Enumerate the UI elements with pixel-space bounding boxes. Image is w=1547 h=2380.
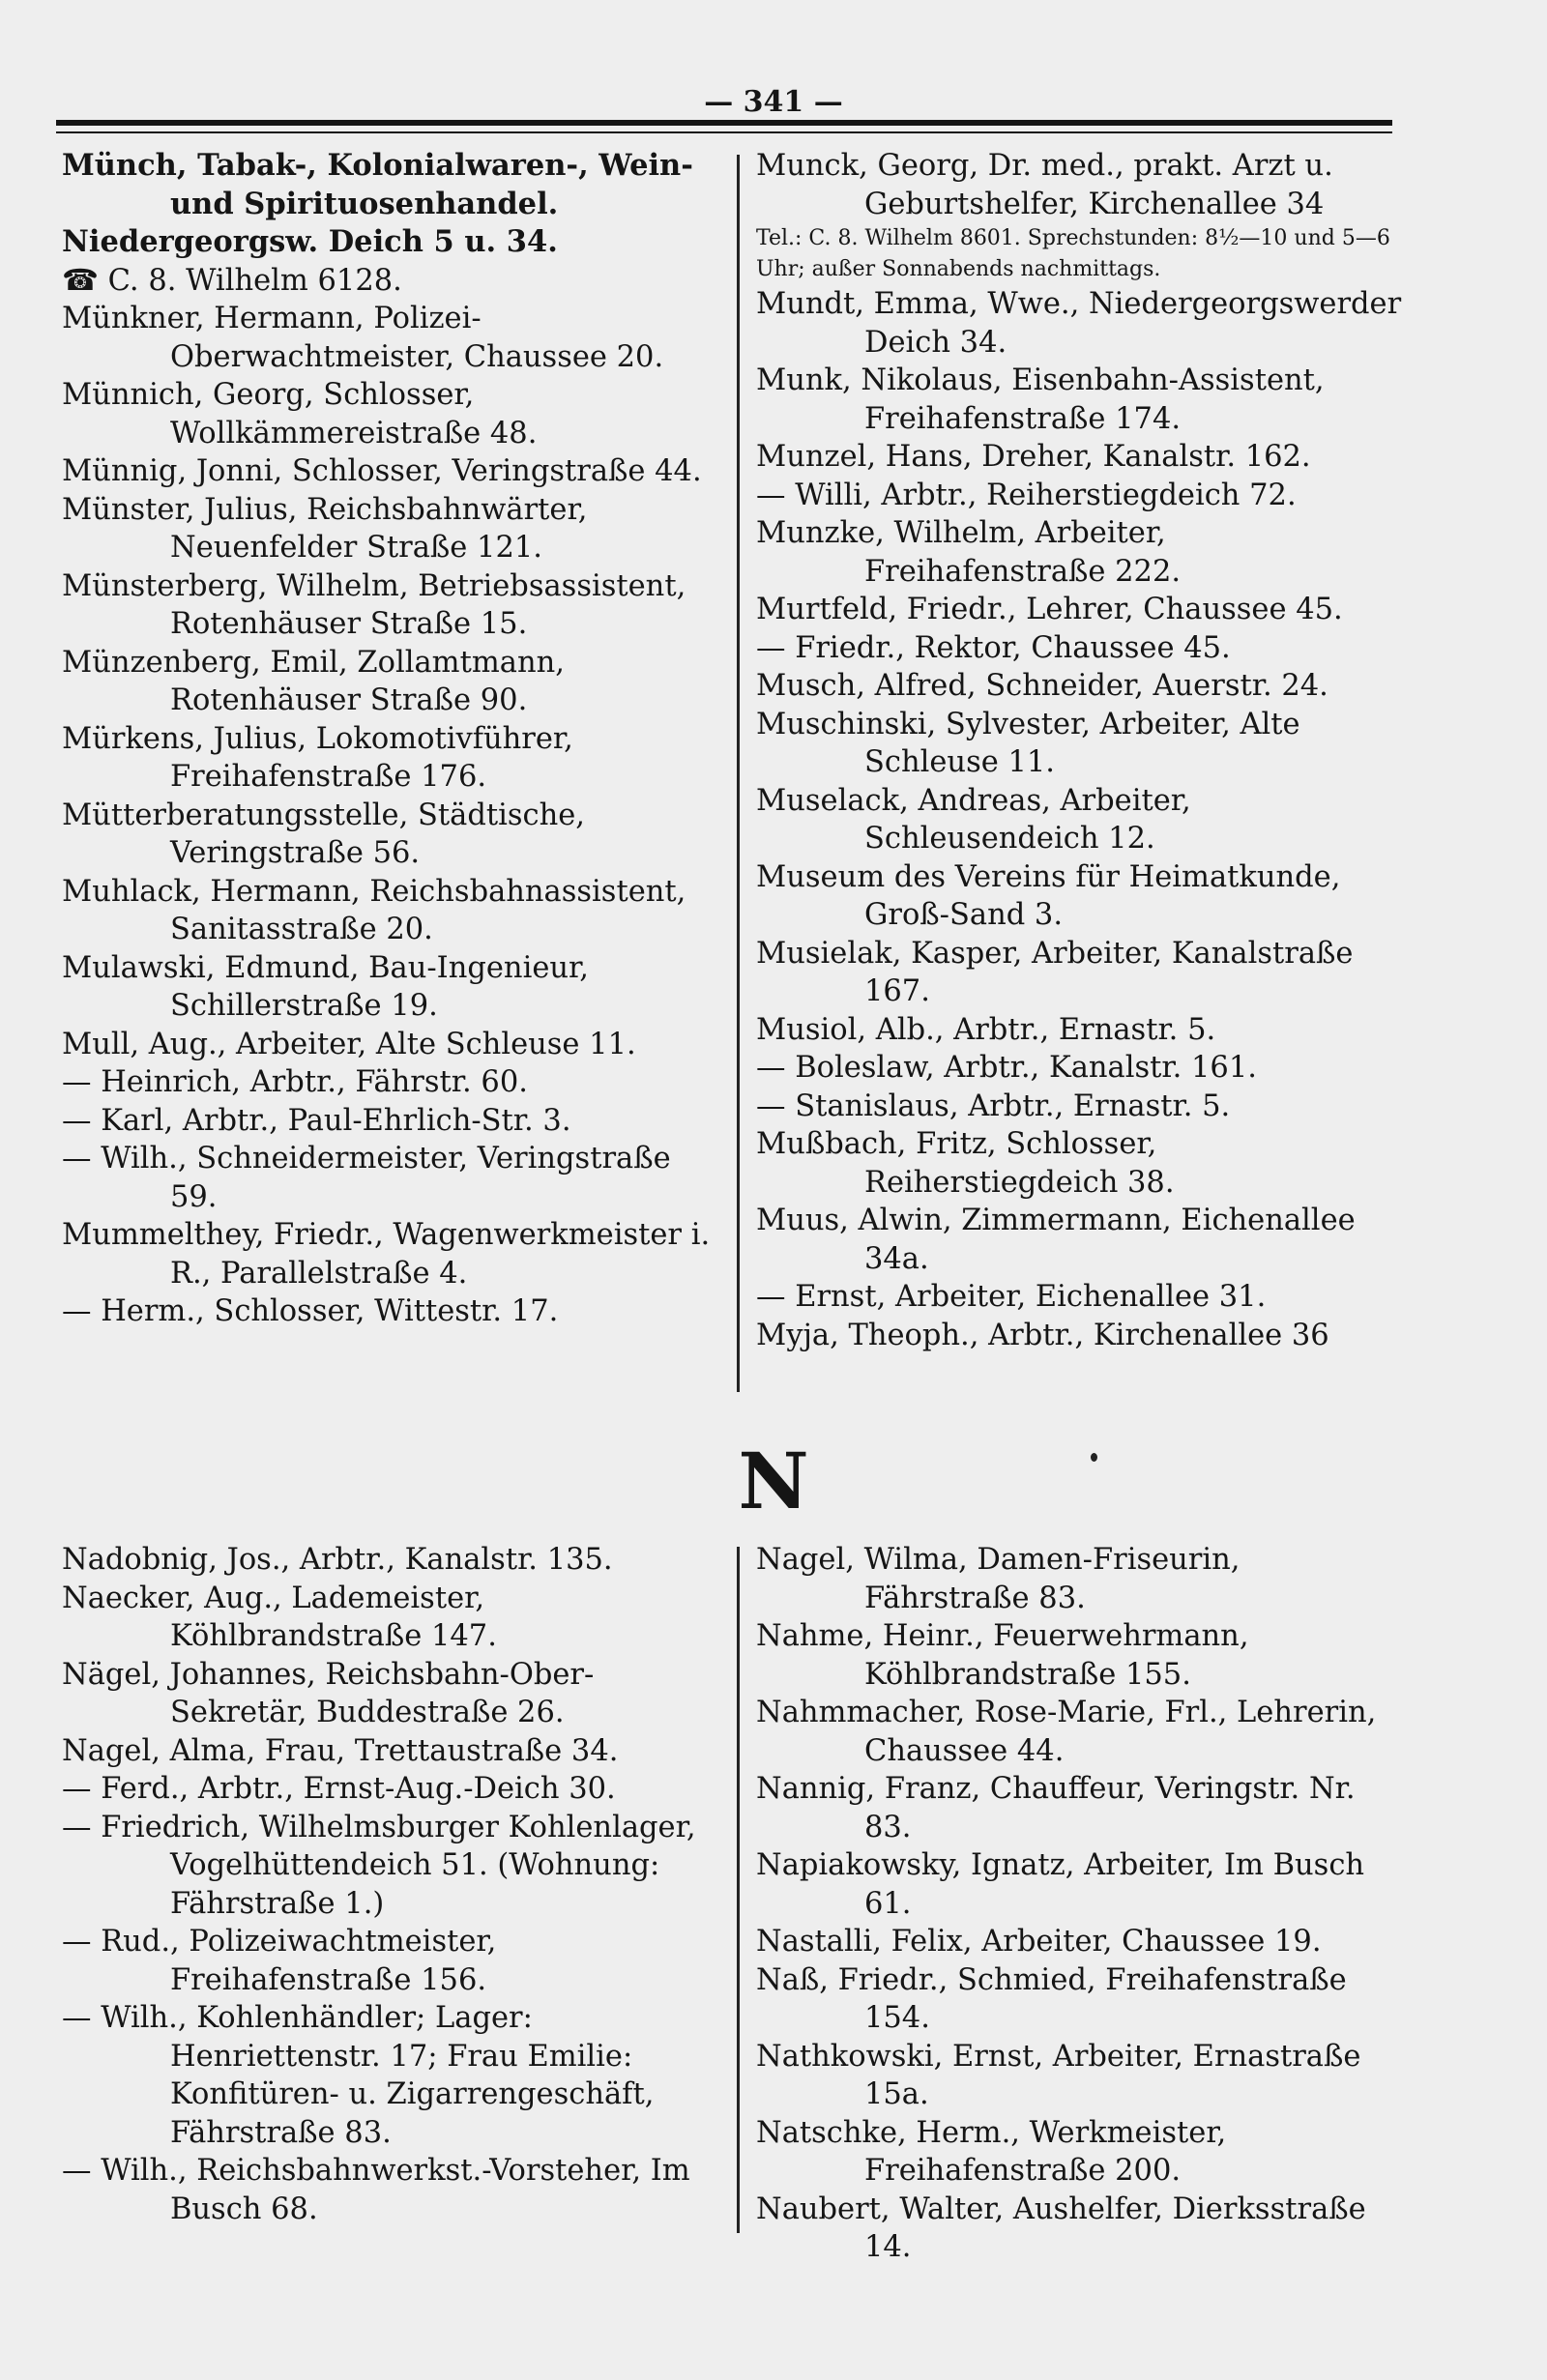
directory-entry: Mull, Aug., Arbeiter, Alte Schleuse 11. bbox=[62, 1027, 636, 1061]
directory-entry: Niedergeorgsw. Deich 5 u. 34. bbox=[62, 224, 558, 259]
directory-entry: — Wilh., Schneidermeister, Veringstraße 59. bbox=[62, 1142, 671, 1214]
directory-entry: Murtfeld, Friedr., Lehrer, Chaussee 45. bbox=[756, 593, 1343, 626]
directory-entry: — Friedrich, Wilhelmsburger Kohlenlager, Vogelhüttendeich 51. (Wohnung: Fährstraße 1.) bbox=[62, 1810, 696, 1921]
directory-entry: Nastalli, Felix, Arbeiter, Chaussee 19. bbox=[756, 1925, 1322, 1959]
directory-entry: Nadobnig, Jos., Arbtr., Kanalstr. 135. bbox=[62, 1543, 613, 1577]
directory-entry: Münkner, Hermann, Polizei-Oberwachtmeister, Chaussee 20. bbox=[62, 302, 664, 374]
directory-entry: Musielak, Kasper, Arbeiter, Kanalstraße 167. bbox=[756, 936, 1354, 1008]
header-rule-thick bbox=[56, 120, 1392, 126]
directory-entry: Münnich, Georg, Schlosser, Wollkämmereistraße 48. bbox=[62, 378, 538, 450]
page-number: — 341 — bbox=[704, 85, 843, 119]
column-divider-bottom bbox=[737, 1547, 740, 2233]
directory-entry: — Wilh., Reichsbahnwerkst.-Vorsteher, Im Busch 68. bbox=[62, 2154, 690, 2226]
directory-entry: Muus, Alwin, Zimmermann, Eichenallee 34a. bbox=[756, 1204, 1356, 1276]
directory-entry: Muselack, Andreas, Arbeiter, Schleusendeich 12. bbox=[756, 783, 1191, 856]
directory-entry: Mürkens, Julius, Lokomotivführer, Freihafenstraße 176. bbox=[62, 721, 573, 794]
directory-entry: Münster, Julius, Reichsbahnwärter, Neuenfelder Straße 121. bbox=[62, 492, 588, 565]
directory-entry: Munk, Nikolaus, Eisenbahn-Assistent, Freihafenstraße 174. bbox=[756, 363, 1325, 436]
directory-entry: Münzenberg, Emil, Zollamtmann, Rotenhäuser Straße 90. bbox=[62, 645, 565, 717]
directory-entry: Nagel, Wilma, Damen-Friseurin, Fährstraße 83. bbox=[756, 1543, 1241, 1615]
directory-entry: — Stanislaus, Arbtr., Ernastr. 5. bbox=[756, 1088, 1231, 1123]
section-letter: N bbox=[738, 1436, 809, 1526]
directory-entry: — Heinrich, Arbtr., Fährstr. 60. bbox=[62, 1065, 528, 1099]
directory-entry: Natschke, Herm., Werkmeister, Freihafenstraße 200. bbox=[756, 2115, 1227, 2188]
directory-entry: Musiol, Alb., Arbtr., Ernastr. 5. bbox=[756, 1012, 1216, 1047]
directory-entry: — Friedr., Rektor, Chaussee 45. bbox=[756, 630, 1231, 665]
directory-entry: — Ferd., Arbtr., Ernst-Aug.-Deich 30. bbox=[62, 1772, 616, 1806]
directory-entry: Muhlack, Hermann, Reichsbahnassistent, Sanitasstraße 20. bbox=[62, 874, 686, 946]
column-bottom-right bbox=[756, 1541, 1402, 2267]
directory-entry: Myja, Theoph., Arbtr., Kirchenallee 36 bbox=[756, 1318, 1329, 1352]
directory-entry: — Boleslaw, Arbtr., Kanalstr. 161. bbox=[756, 1051, 1257, 1085]
directory-entry: Mütterberatungsstelle, Städtische, Veringstraße 56. bbox=[62, 798, 585, 870]
directory-entry: Münch, Tabak-, Kolonialwaren-, Wein- und Spirituosenhandel. bbox=[62, 148, 693, 221]
header-rule-thin bbox=[56, 131, 1392, 133]
directory-entry: Mußbach, Fritz, Schlosser, Reiherstiegdeich 38. bbox=[756, 1127, 1175, 1200]
directory-entry: Munck, Georg, Dr. med., prakt. Arzt u. Geburtshelfer, Kirchenallee 34 bbox=[756, 149, 1333, 221]
directory-entry: Nahmmacher, Rose-Marie, Frl., Lehrerin, Chaussee 44. bbox=[756, 1696, 1377, 1768]
directory-entry: — Herm., Schlosser, Wittestr. 17. bbox=[62, 1294, 559, 1328]
directory-entry: — Ernst, Arbeiter, Eichenallee 31. bbox=[756, 1280, 1267, 1314]
directory-entry: Napiakowsky, Ignatz, Arbeiter, Im Busch 61. bbox=[756, 1848, 1365, 1921]
column-top-left bbox=[62, 147, 724, 1331]
directory-entry: Naubert, Walter, Aushelfer, Dierksstraße 14. bbox=[756, 2191, 1366, 2264]
directory-entry: Nägel, Johannes, Reichsbahn-Ober-Sekretär, Buddestraße 26. bbox=[62, 1657, 595, 1729]
directory-entry: Nathkowski, Ernst, Arbeiter, Ernastraße 15a. bbox=[756, 2039, 1361, 2111]
stray-dot bbox=[1091, 1453, 1097, 1462]
directory-entry: Mulawski, Edmund, Bau-Ingenieur, Schillerstraße 19. bbox=[62, 950, 589, 1023]
directory-entry: ☎ C. 8. Wilhelm 6128. bbox=[62, 263, 402, 298]
directory-entry: Münnig, Jonni, Schlosser, Veringstraße 44. bbox=[62, 454, 702, 488]
directory-entry: Mundt, Emma, Wwe., Niedergeorgswerder Deich 34. bbox=[756, 287, 1402, 360]
directory-entry: Nannig, Franz, Chauffeur, Veringstr. Nr. 83. bbox=[756, 1772, 1356, 1844]
directory-entry: Naß, Friedr., Schmied, Freihafenstraße 154. bbox=[756, 1962, 1347, 2035]
directory-entry: Mummelthey, Friedr., Wagenwerkmeister i. R., Parallelstraße 4. bbox=[62, 1218, 711, 1291]
directory-entry: — Rud., Polizeiwachtmeister, Freihafenstraße 156. bbox=[62, 1925, 497, 1997]
directory-entry: — Wilh., Kohlenhändler; Lager: Henriettenstr. 17; Frau Emilie: Konfitüren- u. Zigarrengeschäft, Fährstraße 83. bbox=[62, 2001, 655, 2150]
directory-entry: Naecker, Aug., Lademeister, Köhlbrandstraße 147. bbox=[62, 1581, 497, 1653]
directory-entry: Münsterberg, Wilhelm, Betriebsassistent, Rotenhäuser Straße 15. bbox=[62, 568, 686, 641]
directory-entry: — Karl, Arbtr., Paul-Ehrlich-Str. 3. bbox=[62, 1103, 571, 1138]
directory-entry: Nagel, Alma, Frau, Trettaustraße 34. bbox=[62, 1733, 619, 1768]
directory-entry: Museum des Vereins für Heimatkunde, Groß-Sand 3. bbox=[756, 859, 1341, 932]
entry-note: Tel.: C. 8. Wilhelm 8601. Sprechstunden: 8½—10 und 5—6 Uhr; außer Sonnabends nachmittags. bbox=[756, 226, 1390, 281]
directory-entry: Munzel, Hans, Dreher, Kanalstr. 162. bbox=[756, 440, 1311, 474]
directory-entry: Muschinski, Sylvester, Arbeiter, Alte Schleuse 11. bbox=[756, 707, 1300, 779]
directory-entry: Munzke, Wilhelm, Arbeiter, Freihafenstraße 222. bbox=[756, 516, 1182, 589]
column-top-right bbox=[756, 147, 1402, 1354]
directory-entry: — Willi, Arbtr., Reiherstiegdeich 72. bbox=[756, 478, 1297, 512]
directory-entry: Nahme, Heinr., Feuerwehrmann, Köhlbrandstraße 155. bbox=[756, 1619, 1249, 1692]
column-bottom-left bbox=[62, 1541, 724, 2228]
column-divider-top bbox=[737, 155, 740, 1392]
directory-entry: Musch, Alfred, Schneider, Auerstr. 24. bbox=[756, 669, 1328, 703]
